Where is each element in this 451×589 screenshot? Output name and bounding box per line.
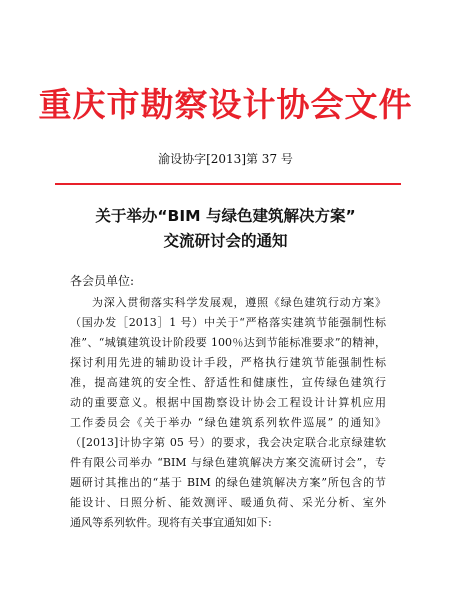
body-line: 件有限公司举办 “BIM 与绿色建筑解决方案交流研讨会”，专: [70, 456, 386, 469]
body-line: 为深入贯彻落实科学发展观，遵照《绿色建筑行动方案》: [92, 296, 386, 309]
body-line: （[2013]计协字第 05 号）的要求，我会决定联合北京绿建软: [70, 436, 386, 449]
body-line: （国办发［2013］1 号）中关于“严格落实建筑节能强制性标: [70, 316, 386, 329]
document-number: 渝设协字[2013]第 37 号: [158, 152, 293, 166]
salutation: 各会员单位:: [70, 274, 135, 288]
notice-title: [0, 204, 451, 254]
body-line: 通风等系列软件。现将有关事宜通知如下:: [70, 516, 272, 529]
body-line: 探讨利用先进的辅助设计手段，严格执行建筑节能强制性标: [70, 356, 386, 369]
red-divider-rule: [55, 183, 401, 185]
body-line: 准，提高建筑的安全性、舒适性和健康性，宣传绿色建筑行: [70, 376, 386, 389]
notice-title-line-2: 交流研讨会的通知: [163, 232, 288, 250]
body-line: 动的重要意义。根据中国勘察设计协会工程设计计算机应用: [70, 396, 386, 409]
masthead-title: 重庆市勘察设计协会文件: [38, 85, 413, 124]
body-line: 准”、“城镇建筑设计阶段要 100％达到节能标准要求”的精神，: [70, 336, 386, 349]
body-line: 能设计、日照分析、能效测评、暖通负荷、采光分析、室外: [70, 496, 386, 509]
notice-title-line-1: 关于举办“BIM 与绿色建筑解决方案”: [95, 207, 356, 225]
body-line: 题研讨其推出的“基于 BIM 的绿色建筑解决方案”所包含的节: [70, 476, 386, 489]
body-line: 工作委员会《关于举办 “绿色建筑系列软件巡展” 的通知》: [70, 416, 386, 429]
